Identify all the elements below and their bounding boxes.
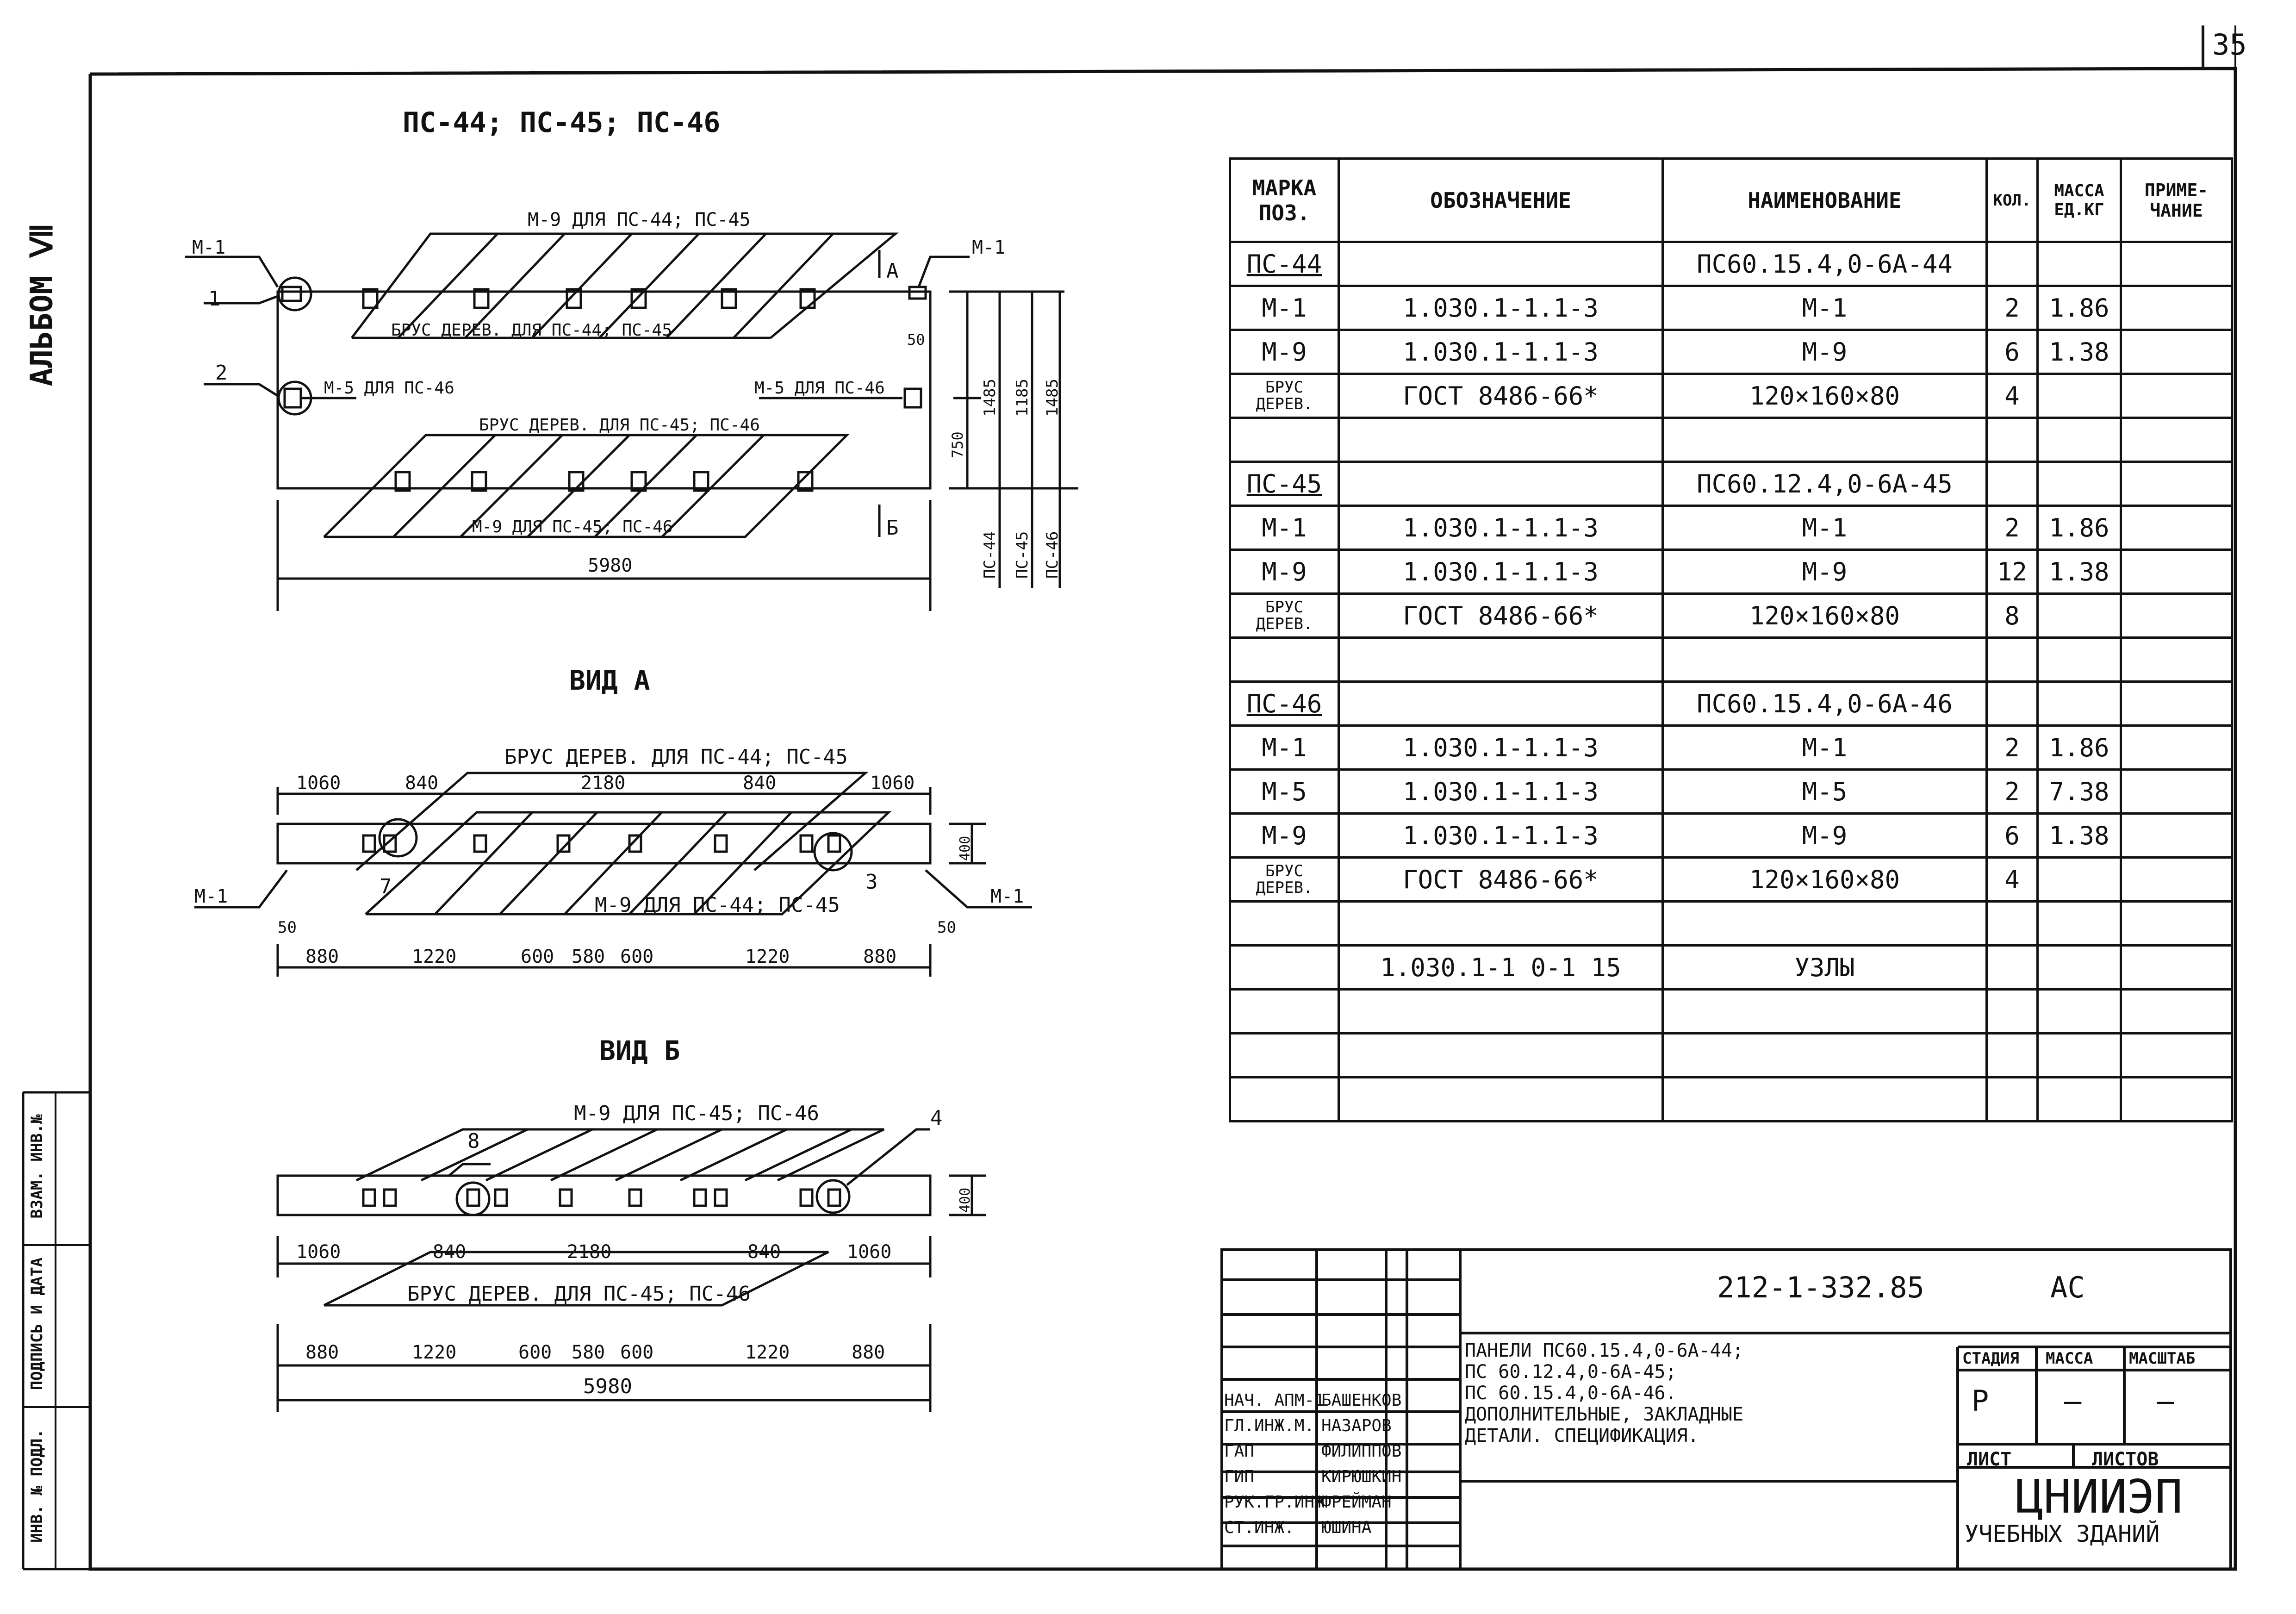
callout-4: 4 — [930, 1106, 943, 1130]
title-description — [1465, 1340, 1743, 1446]
vb-bottom-dim-5: 1220 — [745, 1342, 790, 1363]
plan-dim-1485b: 1485 — [1043, 379, 1062, 417]
spec-cell: 1.030.1-1.1-3 — [1339, 330, 1663, 374]
vb-top-dim-1: 840 — [433, 1241, 467, 1263]
spec-row — [1230, 990, 2232, 1034]
signer-role: РУК.ГР.ИНЖ — [1224, 1493, 1325, 1512]
callout-2: 2 — [215, 361, 228, 385]
spec-cell — [2038, 990, 2121, 1034]
view-b-title: ВИД Б — [599, 1035, 680, 1066]
spec-cell — [2121, 682, 2232, 726]
spec-cell — [2121, 726, 2232, 770]
plan-m5-right: М-5 ДЛЯ ПС-46 — [754, 379, 885, 398]
plan-m1-left: М-1 — [192, 237, 226, 258]
plan-dim-750: 750 — [949, 431, 966, 458]
spec-row — [1230, 726, 2232, 770]
spec-cell: М-1 — [1663, 506, 1987, 550]
spec-cell — [1230, 1034, 1339, 1078]
spec-cell — [1663, 638, 1987, 682]
signer-role: ГИП — [1224, 1467, 1255, 1486]
va-bottom-dim-3: 580 — [572, 946, 605, 967]
spec-cell — [2038, 682, 2121, 726]
signer-role: ГАП — [1224, 1442, 1255, 1461]
spec-cell: ПС60.12.4,0-6А-45 — [1663, 462, 1987, 506]
spec-cell — [1339, 418, 1663, 462]
vb-bottom-dim-4: 600 — [620, 1342, 654, 1363]
spec-header-note: ПРИМЕ-ЧАНИЕ — [2121, 159, 2232, 242]
vzam-label: ВЗАМ. ИНВ.№ — [28, 1114, 46, 1219]
spec-cell: 1.38 — [2038, 330, 2121, 374]
spec-cell — [1230, 990, 1339, 1034]
podpis-label: ПОДПИСЬ И ДАТА — [28, 1257, 46, 1390]
spec-cell: М-1 — [1663, 726, 1987, 770]
spec-row — [1230, 770, 2232, 814]
view-b-brus: БРУС ДЕРЕВ. ДЛЯ ПС-45; ПС-46 — [407, 1282, 751, 1306]
spec-cell — [2038, 946, 2121, 990]
spec-cell — [2121, 814, 2232, 858]
spec-cell — [2038, 1078, 2121, 1122]
sheet-label: ЛИСТ — [1967, 1449, 2012, 1470]
spec-cell — [1987, 902, 2038, 946]
spec-cell — [1987, 462, 2038, 506]
spec-row — [1230, 242, 2232, 286]
doc-code: 212-1-332.85 — [1717, 1271, 1924, 1304]
spec-cell: М-9 — [1663, 814, 1987, 858]
spec-cell: ПС-44 — [1230, 242, 1339, 286]
plan-brus-top: БРУС ДЕРЕВ. ДЛЯ ПС-44; ПС-45 — [391, 321, 672, 340]
org-name: ЦНИИЭП — [2016, 1470, 2183, 1524]
spec-cell: М-1 — [1230, 506, 1339, 550]
spec-cell: ПС-46 — [1230, 682, 1339, 726]
plan-dim-1485a: 1485 — [981, 379, 999, 417]
spec-cell — [2121, 990, 2232, 1034]
spec-cell: 1.38 — [2038, 814, 2121, 858]
plan-m9-bottom: М-9 ДЛЯ ПС-45; ПС-46 — [472, 517, 673, 536]
plan-m1-right: М-1 — [972, 237, 1006, 258]
spec-cell — [1339, 242, 1663, 286]
spec-cell: БРУС ДЕРЕВ. — [1230, 858, 1339, 902]
spec-cell — [2038, 418, 2121, 462]
spec-cell: 7.38 — [2038, 770, 2121, 814]
doc-type: АС — [2050, 1271, 2085, 1304]
spec-cell — [1987, 990, 2038, 1034]
vb-top-dim-2: 2180 — [567, 1241, 612, 1263]
va-bottom-dim-0: 880 — [305, 946, 339, 967]
vb-bottom-dim-3: 580 — [572, 1342, 605, 1363]
vb-top-dim-3: 840 — [747, 1241, 781, 1263]
va-bottom-dim-1: 1220 — [412, 946, 457, 967]
spec-cell: 8 — [1987, 594, 2038, 638]
spec-cell — [1230, 946, 1339, 990]
spec-cell — [1339, 638, 1663, 682]
plan-brus-bottom: БРУС ДЕРЕВ. ДЛЯ ПС-45; ПС-46 — [479, 416, 760, 435]
view-a-dim-400: 400 — [957, 835, 973, 861]
spec-cell — [2121, 638, 2232, 682]
spec-cell — [1987, 1034, 2038, 1078]
stage-label: СТАДИЯ — [1962, 1349, 2019, 1368]
spec-cell: 1.030.1-1.1-3 — [1339, 506, 1663, 550]
spec-cell: ГОСТ 8486-66* — [1339, 594, 1663, 638]
vb-bottom-dim-0: 880 — [305, 1342, 339, 1363]
view-a-brus: БРУС ДЕРЕВ. ДЛЯ ПС-44; ПС-45 — [504, 745, 848, 769]
view-a-m1-left: М-1 — [194, 886, 228, 907]
spec-cell: 1.86 — [2038, 726, 2121, 770]
vb-bottom-dim-1: 1220 — [412, 1342, 457, 1363]
callout-8: 8 — [467, 1129, 480, 1153]
spec-header-designation: ОБОЗНАЧЕНИЕ — [1339, 159, 1663, 242]
spec-cell: М-9 — [1230, 330, 1339, 374]
spec-cell — [1230, 418, 1339, 462]
spec-row — [1230, 462, 2232, 506]
spec-cell: М-1 — [1230, 286, 1339, 330]
va-top-dim-0: 1060 — [296, 773, 341, 794]
spec-cell — [1987, 242, 2038, 286]
spec-cell — [2038, 902, 2121, 946]
spec-cell — [1339, 462, 1663, 506]
spec-header-mark: МАРКА ПОЗ. — [1230, 159, 1339, 242]
spec-cell — [2121, 858, 2232, 902]
spec-cell — [2121, 902, 2232, 946]
spec-cell — [1663, 418, 1987, 462]
va-top-dim-4: 1060 — [870, 773, 915, 794]
spec-cell: 1.86 — [2038, 506, 2121, 550]
spec-cell: ГОСТ 8486-66* — [1339, 374, 1663, 418]
va-top-dim-3: 840 — [743, 773, 777, 794]
stage-value: Р — [1972, 1384, 1989, 1418]
va-bottom-dim-6: 880 — [863, 946, 897, 967]
desc-line-1: ПС 60.12.4,0-6А-45; — [1465, 1361, 1677, 1383]
spec-row — [1230, 594, 2232, 638]
spec-row — [1230, 638, 2232, 682]
spec-cell: 1.030.1-1.1-3 — [1339, 726, 1663, 770]
spec-cell: 12 — [1987, 550, 2038, 594]
spec-cell: М-1 — [1663, 286, 1987, 330]
spec-cell: 120×160×80 — [1663, 374, 1987, 418]
spec-cell — [1987, 1078, 2038, 1122]
spec-cell — [1230, 638, 1339, 682]
spec-row — [1230, 286, 2232, 330]
va-bottom-dim-2: 600 — [521, 946, 554, 967]
plan-m5-left: М-5 ДЛЯ ПС-46 — [324, 379, 454, 398]
spec-cell: М-1 — [1230, 726, 1339, 770]
spec-cell — [2121, 242, 2232, 286]
spec-row — [1230, 418, 2232, 462]
spec-cell — [2038, 1034, 2121, 1078]
callout-7: 7 — [380, 875, 392, 898]
spec-cell — [2038, 638, 2121, 682]
vb-top-dim-4: 1060 — [847, 1241, 892, 1263]
spec-cell — [2121, 550, 2232, 594]
spec-cell: 2 — [1987, 770, 2038, 814]
org-sub: УЧЕБНЫХ ЗДАНИЙ — [1965, 1521, 2160, 1547]
spec-cell — [2121, 286, 2232, 330]
spec-row — [1230, 682, 2232, 726]
spec-cell: 6 — [1987, 814, 2038, 858]
spec-cell: 2 — [1987, 506, 2038, 550]
plan-m9-top: М-9 ДЛЯ ПС-44; ПС-45 — [528, 209, 751, 231]
spec-cell — [2121, 374, 2232, 418]
spec-row — [1230, 374, 2232, 418]
plan-arrow-b: Б — [886, 516, 899, 540]
vb-top-dim-0: 1060 — [296, 1241, 341, 1263]
spec-cell — [1663, 902, 1987, 946]
plan-dim-50: 50 — [907, 331, 925, 349]
signer-name: НАЗАРОВ — [1321, 1416, 1392, 1435]
spec-cell — [2038, 462, 2121, 506]
desc-line-3: ДОПОЛНИТЕЛЬНЫЕ, ЗАКЛАДНЫЕ — [1465, 1404, 1744, 1425]
view-a-dim-50-right: 50 — [937, 918, 956, 937]
spec-cell — [2121, 1078, 2232, 1122]
plan-lbl-ps44: ПС-44 — [981, 531, 999, 579]
desc-line-2: ПС 60.15.4,0-6А-46. — [1465, 1383, 1677, 1404]
spec-table — [1229, 157, 2233, 1122]
spec-cell — [1339, 1078, 1663, 1122]
spec-cell — [1339, 1034, 1663, 1078]
spec-cell: ПС60.15.4,0-6А-44 — [1663, 242, 1987, 286]
view-a-m1-right: М-1 — [990, 886, 1024, 907]
spec-cell: БРУС ДЕРЕВ. — [1230, 374, 1339, 418]
signer-role: СТ.ИНЖ. — [1224, 1518, 1294, 1537]
view-a-title: ВИД А — [569, 665, 650, 696]
spec-row — [1230, 814, 2232, 858]
spec-row — [1230, 946, 2232, 990]
spec-cell — [1663, 1078, 1987, 1122]
spec-cell: ПС-45 — [1230, 462, 1339, 506]
vb-bottom-dim-2: 600 — [518, 1342, 552, 1363]
va-top-dim-1: 840 — [405, 773, 439, 794]
scale-value: — — [2157, 1384, 2174, 1418]
spec-cell: ГОСТ 8486-66* — [1339, 858, 1663, 902]
va-bottom-dim-4: 600 — [620, 946, 654, 967]
va-top-dim-2: 2180 — [581, 773, 626, 794]
spec-cell: ПС60.15.4,0-6А-46 — [1663, 682, 1987, 726]
inv-label: ИНВ. № ПОДЛ. — [28, 1429, 46, 1543]
spec-cell — [1339, 682, 1663, 726]
spec-cell — [2038, 374, 2121, 418]
spec-cell: 120×160×80 — [1663, 594, 1987, 638]
spec-cell — [1663, 1034, 1987, 1078]
spec-cell — [2121, 506, 2232, 550]
spec-cell: М-9 — [1663, 330, 1987, 374]
signer-name: ФРЕЙМАН — [1321, 1493, 1392, 1512]
view-b-dim-400: 400 — [957, 1187, 973, 1213]
spec-header-name: НАИМЕНОВАНИЕ — [1663, 159, 1987, 242]
spec-cell — [1663, 990, 1987, 1034]
mass-value: — — [2064, 1384, 2082, 1418]
plan-lbl-ps46: ПС-46 — [1043, 531, 1062, 579]
spec-cell: 1.030.1-1.1-3 — [1339, 550, 1663, 594]
spec-row — [1230, 1078, 2232, 1122]
spec-cell: 2 — [1987, 726, 2038, 770]
spec-cell — [1230, 1078, 1339, 1122]
callout-3: 3 — [865, 870, 878, 894]
view-a-m9: М-9 ДЛЯ ПС-44; ПС-45 — [595, 893, 840, 917]
vb-bottom-dim-6: 880 — [852, 1342, 885, 1363]
spec-cell — [2121, 1034, 2232, 1078]
sheets-label: ЛИСТОВ — [2092, 1449, 2159, 1470]
spec-row — [1230, 550, 2232, 594]
view-a-labels — [194, 665, 1024, 967]
spec-cell: 120×160×80 — [1663, 858, 1987, 902]
spec-cell: М-9 — [1230, 814, 1339, 858]
page-number: 35 — [2212, 28, 2247, 62]
spec-cell: 1.030.1-1 0-1 15 — [1339, 946, 1663, 990]
spec-cell — [2121, 946, 2232, 990]
spec-cell — [2038, 858, 2121, 902]
signer-role: НАЧ. АПМ-1 — [1224, 1391, 1325, 1410]
scale-label: МАСШТАБ — [2129, 1349, 2196, 1368]
spec-cell: 4 — [1987, 374, 2038, 418]
spec-row — [1230, 330, 2232, 374]
desc-line-4: ДЕТАЛИ. СПЕЦИФИКАЦИЯ. — [1465, 1425, 1699, 1446]
spec-cell — [1987, 418, 2038, 462]
view-a-dim-50-left: 50 — [278, 918, 297, 937]
spec-cell — [1339, 990, 1663, 1034]
signer-name: ЮШИНА — [1321, 1518, 1372, 1537]
spec-cell: 1.38 — [2038, 550, 2121, 594]
view-b-m9: М-9 ДЛЯ ПС-45; ПС-46 — [574, 1102, 819, 1125]
spec-cell: УЗЛЫ — [1663, 946, 1987, 990]
spec-cell: М-9 — [1663, 550, 1987, 594]
signer-name: БАШЕНКОВ — [1321, 1391, 1402, 1410]
spec-header-mass: МАССА ЕД.КГ — [2038, 159, 2121, 242]
spec-cell: 1.030.1-1.1-3 — [1339, 770, 1663, 814]
spec-cell — [1987, 638, 2038, 682]
spec-row — [1230, 1034, 2232, 1078]
mass-label: МАССА — [2046, 1349, 2093, 1368]
spec-cell — [2121, 462, 2232, 506]
spec-cell: М-5 — [1230, 770, 1339, 814]
view-b-total: 5980 — [583, 1375, 632, 1398]
plan-title: ПС-44; ПС-45; ПС-46 — [403, 106, 721, 139]
callout-1: 1 — [208, 287, 221, 311]
album-label: АЛЬБОМ Ⅶ — [24, 223, 60, 386]
spec-cell — [1339, 902, 1663, 946]
plan-dim-length: 5980 — [588, 555, 633, 576]
plan-arrow-a: А — [886, 259, 899, 283]
spec-cell: 4 — [1987, 858, 2038, 902]
spec-cell — [2121, 594, 2232, 638]
spec-cell: М-9 — [1230, 550, 1339, 594]
spec-cell — [2121, 418, 2232, 462]
spec-cell — [2121, 330, 2232, 374]
spec-cell: 2 — [1987, 286, 2038, 330]
spec-cell: М-5 — [1663, 770, 1987, 814]
plan-lbl-ps45: ПС-45 — [1013, 531, 1032, 579]
spec-cell — [1230, 902, 1339, 946]
spec-cell — [2038, 594, 2121, 638]
desc-line-0: ПАНЕЛИ ПС60.15.4,0-6А-44; — [1465, 1340, 1744, 1361]
spec-cell — [2121, 770, 2232, 814]
spec-row — [1230, 858, 2232, 902]
signer-name: КИРЮШКИН — [1321, 1467, 1402, 1486]
signer-name: ФИЛИППОВ — [1321, 1442, 1402, 1461]
spec-body — [1230, 242, 2232, 1122]
spec-cell: 6 — [1987, 330, 2038, 374]
spec-cell — [2038, 242, 2121, 286]
view-b-labels — [296, 1035, 973, 1398]
spec-cell — [1987, 946, 2038, 990]
view-b — [278, 1129, 986, 1412]
spec-cell: БРУС ДЕРЕВ. — [1230, 594, 1339, 638]
va-bottom-dim-5: 1220 — [745, 946, 790, 967]
spec-cell: 1.86 — [2038, 286, 2121, 330]
spec-row — [1230, 902, 2232, 946]
spec-cell: 1.030.1-1.1-3 — [1339, 286, 1663, 330]
spec-header-qty: КОЛ. — [1987, 159, 2038, 242]
spec-cell — [1987, 682, 2038, 726]
signer-role: ГЛ.ИНЖ.М. — [1224, 1416, 1315, 1435]
spec-cell: 1.030.1-1.1-3 — [1339, 814, 1663, 858]
spec-row — [1230, 506, 2232, 550]
plan-dim-1185: 1185 — [1013, 379, 1032, 417]
